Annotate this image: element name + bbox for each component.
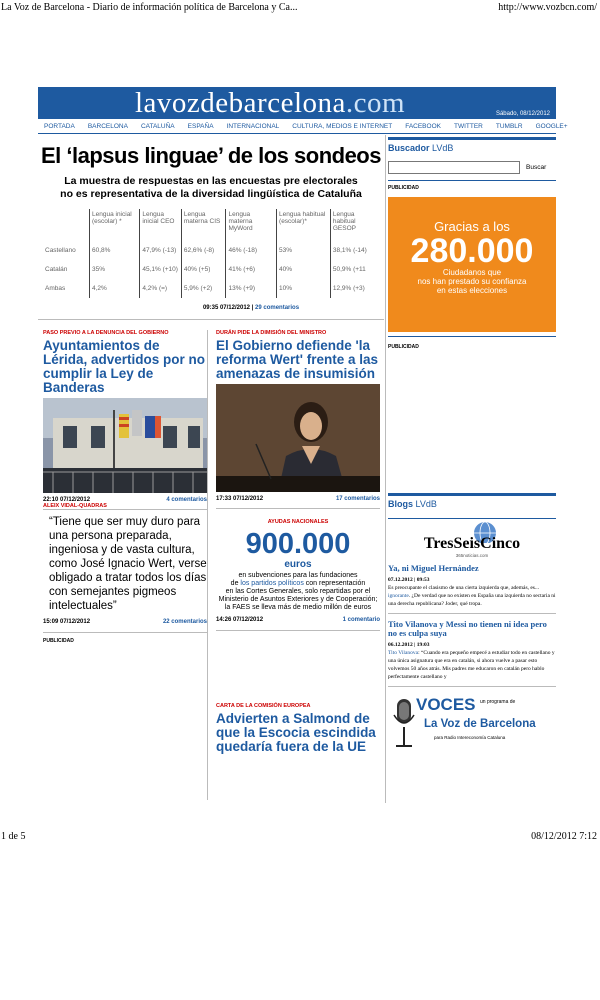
blog-post-title[interactable]: Tito Vilanova y Messi no tienen ni idea pero no es culpa suya bbox=[388, 619, 547, 638]
poll-cell: 50,9% (+11 bbox=[330, 260, 379, 279]
story-time: 22:10 07/12/2012 bbox=[43, 497, 91, 503]
poll-cell: 35% bbox=[90, 260, 140, 279]
poll-row bbox=[43, 279, 379, 298]
story-time: 17:33 07/12/2012 bbox=[216, 496, 264, 502]
divider bbox=[388, 686, 556, 687]
poll-header-cell: Lengua materna CIS bbox=[181, 209, 226, 241]
masthead bbox=[38, 87, 556, 119]
print-url: http://www.vozbcn.com/ bbox=[498, 2, 597, 13]
ad-label: PUBLICIDAD bbox=[388, 185, 419, 191]
site bbox=[38, 87, 568, 754]
site-logo[interactable]: lavozdebarcelona.com bbox=[135, 87, 406, 119]
poll-header-cell: Lengua materna MyWord bbox=[226, 209, 277, 241]
poll-row bbox=[43, 260, 379, 279]
nav-item-cultura[interactable]: CULTURA, MEDIOS E INTERNET bbox=[292, 122, 393, 130]
story-headline[interactable]: Ayuntamientos de Lérida, advertidos por no cumplir la Ley de Banderas bbox=[43, 338, 206, 395]
lead-time: 09:35 07/12/2012 bbox=[202, 305, 250, 311]
banner-line: nos han prestado su confianza bbox=[417, 277, 527, 286]
nav-item-facebook[interactable]: FACEBOOK bbox=[405, 122, 441, 130]
lead-subtitle bbox=[38, 175, 384, 201]
story-category: DURÁN PIDE LA DIMISIÓN DEL MINISTRO bbox=[216, 330, 327, 336]
story-category: PASO PREVIO A LA DENUNCIA DEL GOBIERNO bbox=[43, 330, 169, 336]
poll-cell: 40% bbox=[277, 260, 331, 279]
story-headline[interactable]: Advierten a Salmond de que la Escocia escindida quedaría fuera de la UE bbox=[216, 711, 376, 754]
poll-cell: 38,1% (-14) bbox=[330, 241, 379, 260]
poll-cell: 47,9% (-13) bbox=[140, 241, 182, 260]
blog-logo[interactable] bbox=[388, 523, 556, 558]
thanks-banner[interactable] bbox=[388, 197, 556, 332]
divider bbox=[216, 630, 380, 631]
blog-post-text: Tito Vilanova: “Cuando era pequeño empecé a estudiar todo en castellano y una única asignatura que era en catalán, si ahora vuelve a pasar esto volvemos 50 años atrás. Mis padres me educaron en catalán pero hablo perfectamente castellano y bbox=[388, 650, 555, 680]
story-subvenciones bbox=[216, 519, 380, 631]
blog-post-text: Es preocupante el clasismo de una cierta izquierda que, además, es... ignorante. ¿De verdad que no existen en España una izquierda no sectaria ni una derecha republicana? Joder, qué tropa. bbox=[388, 585, 556, 607]
poll-header-cell: Lengua habitual (escolar)* bbox=[277, 209, 331, 241]
ad-label: PUBLICIDAD bbox=[43, 638, 74, 644]
banner-number: 280.000 bbox=[410, 232, 534, 270]
divider bbox=[388, 518, 556, 519]
blog-post-title[interactable]: Ya, ni Miguel Hernández bbox=[388, 563, 479, 573]
poll-header-cell: Lengua inicial CEO bbox=[140, 209, 182, 241]
nav-item-espana[interactable]: ESPAÑA bbox=[187, 122, 214, 130]
print-page: 1 de 5 bbox=[1, 831, 26, 842]
story-comments-link[interactable]: 17 comentarios bbox=[335, 496, 380, 502]
divider bbox=[388, 613, 556, 614]
partidos-link[interactable]: los partidos políticos bbox=[240, 580, 304, 587]
print-datetime: 08/12/2012 7:12 bbox=[531, 831, 597, 842]
story-meta bbox=[216, 617, 380, 623]
story-wert bbox=[216, 330, 380, 509]
sidebar bbox=[388, 135, 556, 759]
blog-logo-text: TresSeisCinco bbox=[423, 535, 521, 552]
nav-item-google[interactable]: GOOGLE+ bbox=[535, 122, 568, 130]
microphone-icon bbox=[390, 695, 418, 751]
main-nav bbox=[38, 119, 568, 134]
blog-post-link[interactable]: ignorante bbox=[388, 593, 409, 599]
poll-table bbox=[43, 209, 379, 298]
search-title: Buscador LVdB bbox=[388, 137, 556, 153]
big-number[interactable]: 900.000 bbox=[245, 528, 351, 560]
blogs-title: Blogs LVdB bbox=[388, 493, 556, 509]
story-category: CARTA DE LA COMISIÓN EUROPEA bbox=[216, 703, 311, 709]
story-headline[interactable]: El Gobierno defiende 'la reforma Wert' frente a las amenazas de insumisión bbox=[216, 338, 379, 381]
story-quote[interactable]: “Tiene que ser muy duro para una persona preparada, ingeniosa y de vasta cultura, como José Ignacio Wert, verse obligado a tratar todos los días con semejantes pigmeos intelectuales” bbox=[49, 516, 207, 612]
lead-subtitle-line1: La muestra de respuestas en las encuestas pre electorales bbox=[64, 175, 358, 187]
poll-cell: 13% (+9) bbox=[226, 279, 277, 298]
nav-item-portada[interactable]: PORTADA bbox=[44, 122, 75, 130]
main-column bbox=[38, 135, 384, 754]
poll-cell: 60,8% bbox=[90, 241, 140, 260]
voces-title: VOCES bbox=[416, 695, 476, 714]
minister-photo[interactable] bbox=[216, 384, 380, 492]
poll-cell: 46% (-18) bbox=[226, 241, 277, 260]
poll-header-cell: Lengua inicial (escolar) * bbox=[90, 209, 140, 241]
banner-line: Gracias a los bbox=[434, 219, 510, 234]
header-date: Sábado, 08/12/2012 bbox=[495, 111, 550, 117]
lead-comments-link[interactable]: 29 comentarios bbox=[255, 305, 300, 311]
voces-line: para Radio Intereconomía Cataluna bbox=[434, 735, 506, 740]
voces-line: un programa de bbox=[480, 699, 516, 705]
search-button[interactable]: Buscar bbox=[526, 164, 547, 171]
poll-cell: 5,9% (+2) bbox=[181, 279, 226, 298]
lead-meta: 09:35 07/12/2012 | 29 comentarios bbox=[202, 305, 300, 311]
poll-row bbox=[43, 241, 379, 260]
divider bbox=[38, 319, 384, 320]
divider bbox=[388, 336, 556, 337]
story-text-line: en subvenciones para las fundaciones bbox=[238, 572, 358, 579]
story-comments-link[interactable]: 22 comentarios bbox=[162, 619, 207, 625]
story-meta bbox=[43, 619, 207, 625]
poll-cell: Catalán bbox=[45, 266, 68, 273]
poll-header-row bbox=[43, 209, 379, 241]
banner-line: en estas elecciones bbox=[436, 286, 508, 295]
nav-item-twitter[interactable]: TWITTER bbox=[453, 122, 483, 130]
nav-item-tumblr[interactable]: TUMBLR bbox=[495, 122, 523, 130]
story-category: AYUDAS NACIONALES bbox=[267, 519, 329, 525]
search-input[interactable] bbox=[388, 161, 520, 174]
poll-cell: 41% (+6) bbox=[226, 260, 277, 279]
nav-item-cataluna[interactable]: CATALUÑA bbox=[140, 122, 175, 130]
voces-brand: La Voz de Barcelona bbox=[424, 718, 536, 730]
nav-item-internacional[interactable]: INTERNACIONAL bbox=[226, 122, 280, 130]
poll-cell: 45,1% (+10) bbox=[140, 260, 182, 279]
poll-cell: Castellano bbox=[45, 247, 76, 254]
story-text-line: en las Cortes Generales, solo repartidas por el Ministerio de Asuntos Exteriores y de Cooperación; la FAES se lleva más de medio millón de euros bbox=[218, 588, 378, 611]
poll-cell: 4,2% bbox=[90, 279, 140, 298]
divider bbox=[43, 632, 207, 633]
column-divider bbox=[385, 135, 386, 803]
story-time: 15:09 07/12/2012 bbox=[43, 619, 91, 625]
poll-cell: Ambas bbox=[45, 285, 66, 292]
lead-headline[interactable]: El ‘lapsus linguae’ de los sondeos bbox=[41, 143, 381, 168]
blog-logo-sub: 365noticias.com bbox=[455, 553, 489, 558]
story-vidal-quadras bbox=[43, 503, 207, 644]
story-salmond bbox=[216, 703, 380, 754]
story-meta bbox=[216, 496, 380, 502]
story-category: ALEIX VIDAL-QUADRAS bbox=[43, 503, 107, 509]
blog-post-date: 06.12.2012 | 19:03 bbox=[388, 642, 430, 648]
divider bbox=[216, 508, 380, 509]
voces-banner[interactable] bbox=[388, 693, 556, 759]
flags-photo[interactable] bbox=[43, 398, 207, 493]
story-text bbox=[216, 572, 380, 612]
blog-post-author-link[interactable]: Tito Vilanova bbox=[388, 650, 419, 656]
blog-post-date: 07.12.2012 | 09:53 bbox=[388, 577, 430, 583]
lead-subtitle-line2: no es representativa de la diversidad lingüística de Cataluña bbox=[60, 188, 362, 200]
poll-header-cell: Lengua habitual GESOP bbox=[330, 209, 379, 241]
poll-cell: 53% bbox=[277, 241, 331, 260]
poll-cell: 10% bbox=[277, 279, 331, 298]
big-number-unit: euros bbox=[284, 559, 312, 570]
banner-line: Ciudadanos que bbox=[442, 268, 502, 277]
poll-cell: 62,6% (-8) bbox=[181, 241, 226, 260]
print-title: La Voz de Barcelona - Diario de información política de Barcelona y Ca... bbox=[1, 2, 298, 13]
story-comments-link[interactable]: 1 comentario bbox=[342, 617, 380, 623]
story-text-line: de los partidos políticos con representación bbox=[230, 580, 366, 587]
poll-cell: 4,2% (=) bbox=[140, 279, 182, 298]
ad-label: PUBLICIDAD bbox=[388, 344, 419, 350]
story-comments-link[interactable]: 4 comentarios bbox=[166, 497, 207, 503]
poll-cell: 40% (+5) bbox=[181, 260, 226, 279]
search-box bbox=[388, 161, 556, 174]
nav-item-barcelona[interactable]: BARCELONA bbox=[87, 122, 128, 130]
divider bbox=[388, 180, 556, 181]
story-lerida bbox=[43, 330, 207, 510]
story-time: 14:26 07/12/2012 bbox=[216, 617, 264, 623]
column-divider bbox=[207, 330, 208, 800]
poll-header-cell bbox=[43, 209, 90, 241]
poll-cell: 12,9% (+3) bbox=[330, 279, 379, 298]
